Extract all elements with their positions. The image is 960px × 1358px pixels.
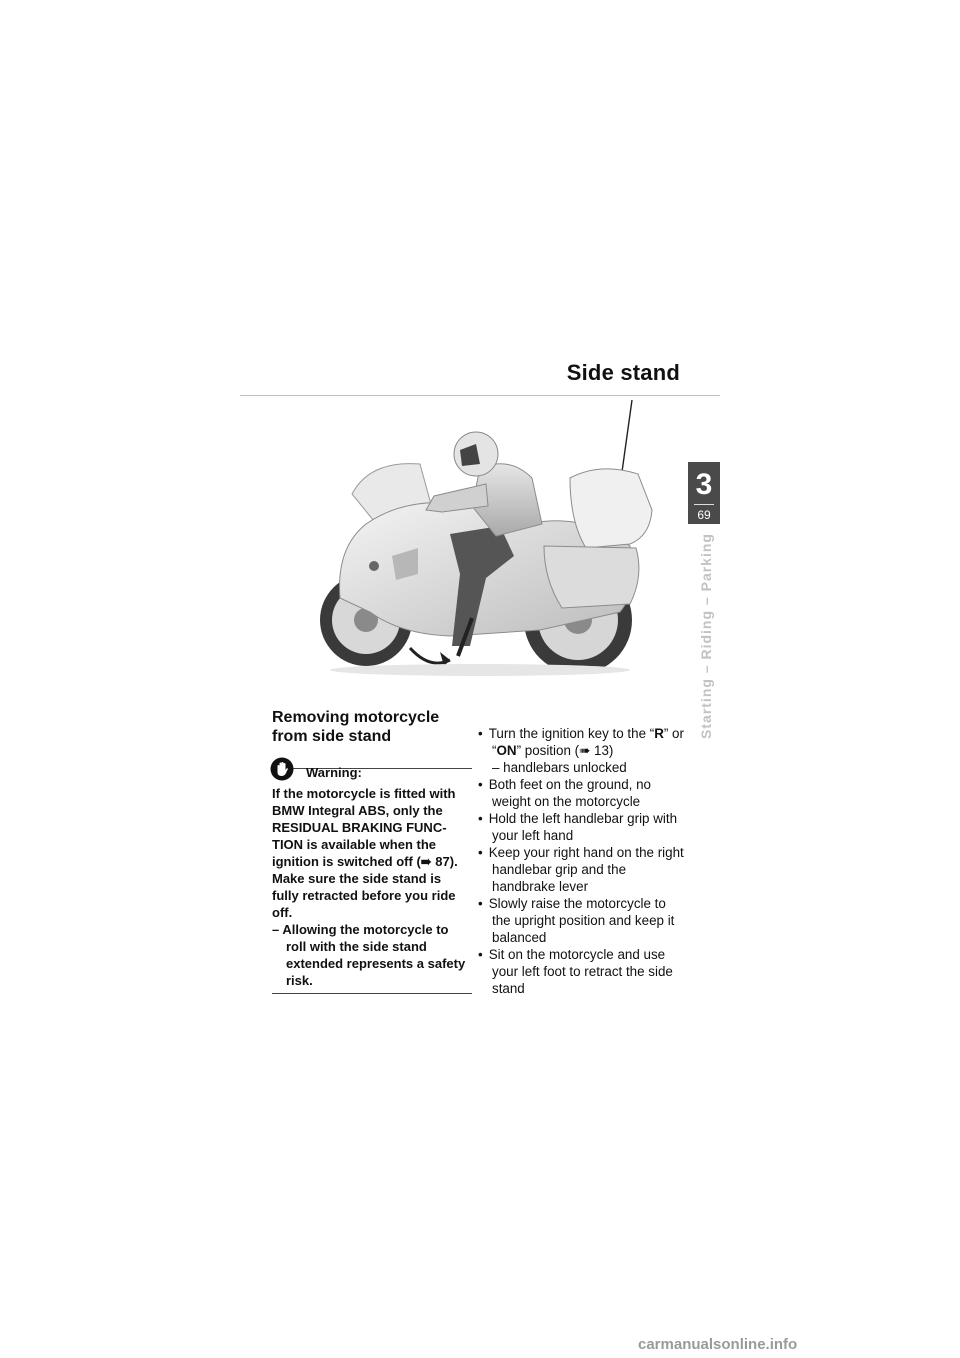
warning-line: fully retracted before you ride <box>272 888 456 903</box>
chapter-divider <box>694 504 714 505</box>
warning-line: BMW Integral ABS, only the <box>272 803 443 818</box>
section-heading-line-1: Removing motorcycle <box>272 709 440 726</box>
steps-list <box>478 725 688 759</box>
watermark: carmanualsonline.info <box>638 1336 798 1353</box>
steps-list-more <box>478 776 688 997</box>
warning-header <box>270 757 472 781</box>
warning-line: ignition is switched off (➠ 87). <box>272 854 458 869</box>
list-item: • Slowly raise the motorcycle to the upright position and keep it balanced <box>478 895 688 946</box>
list-item: • Both feet on the ground, no weight on the motorcycle <box>478 776 688 810</box>
warning-text <box>272 785 472 921</box>
step-ignition-sub: – handlebars unlocked <box>492 760 627 775</box>
warning-line: off. <box>272 905 293 920</box>
list-item: • Hold the left handlebar grip with your left hand <box>478 810 688 844</box>
key-position-on: ON <box>496 743 517 758</box>
warning-dash-item: – Allowing the motorcycle to roll with the side stand extended represents a safety risk. <box>272 922 466 988</box>
right-column <box>478 725 688 997</box>
warning-line: If the motorcycle is fitted with <box>272 786 456 801</box>
list-item: • Sit on the motorcycle and use your left foot to retract the side stand <box>478 946 688 997</box>
chapter-side-label-text: Starting – Riding – Parking <box>698 533 714 739</box>
left-column <box>272 708 472 994</box>
warning-line: RESIDUAL BRAKING FUNC- <box>272 820 447 835</box>
list-item: • Keep your right hand on the right handlebar grip and the handbrake lever <box>478 844 688 895</box>
step-ignition: • Turn the ignition key to the “R” or “ON” position (➠ 13) <box>478 725 688 759</box>
hand-stop-icon <box>270 757 294 781</box>
warning-line: TION is available when the <box>272 837 436 852</box>
section-heading-line-2: from side stand <box>272 728 392 745</box>
warning-label: Warning: <box>306 765 362 780</box>
motorcycle-illustration <box>300 398 680 680</box>
warning-line: Make sure the side stand is <box>272 871 442 886</box>
title-divider <box>240 395 720 396</box>
warning-box <box>272 765 472 994</box>
page-number: 69 <box>697 508 711 522</box>
section-heading <box>272 708 472 746</box>
chapter-tab <box>688 462 720 524</box>
page-title: Side stand <box>566 360 680 385</box>
key-position-r: R <box>654 726 664 741</box>
chapter-number: 3 <box>695 468 713 501</box>
